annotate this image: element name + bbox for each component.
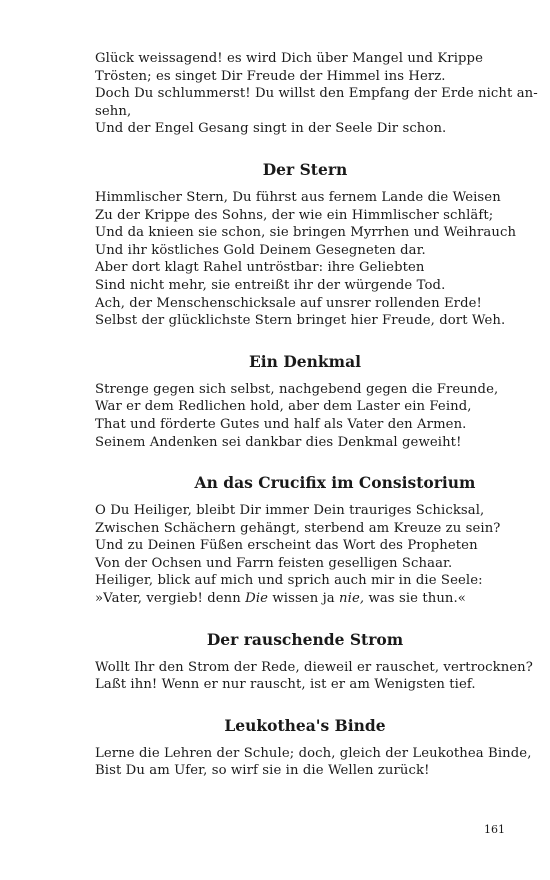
verse-line: Laßt ihn! Wenn er nur rauscht, ist er am Wenigsten tief. [95, 677, 476, 693]
verse-line: Und der Engel Gesang singt in der Seele Dir schon. [95, 121, 447, 137]
page-body [95, 50, 538, 780]
poem-title: Der rauschende Strom [206, 629, 404, 649]
verse-line: Sind nicht mehr, sie entreißt ihr der würgende Tod. [95, 277, 446, 293]
verse-line: Wollt Ihr den Strom der Rede, dieweil er rauschet, vertrocknen? [95, 659, 533, 675]
verse-segment: was sie thun.« [364, 591, 466, 607]
page-number: 161 [484, 823, 505, 836]
verse-line: Doch Du schlummerst! Du willst den Empfang der Erde nicht an- [95, 86, 538, 102]
poem-stanza [95, 502, 515, 608]
verse-emphasis: nie, [339, 591, 365, 607]
verse-line: Und da knieen sie schon, sie bringen Myrrhen und Weihrauch [95, 225, 517, 241]
poem-title: Der Stern [262, 159, 348, 179]
verse-line: Strenge gegen sich selbst, nachgebend gegen die Freunde, [95, 381, 499, 397]
verse-line: Heiliger, blick auf mich und sprich auch mir in die Seele: [95, 573, 483, 589]
poem-stanza [95, 659, 533, 694]
poem-title: Ein Denkmal [248, 351, 361, 371]
verse-line: War er dem Redlichen hold, aber dem Laster ein Feind, [95, 399, 472, 415]
verse-line: Lerne die Lehren der Schule; doch, gleich der Leukothea Binde, [95, 745, 532, 761]
poem-title: Leukothea's Binde [224, 715, 386, 735]
verse-segment: wissen ja [268, 591, 340, 607]
verse-line: Glück weissagend! es wird Dich über Mangel und Krippe [95, 51, 483, 66]
verse-line: That und förderte Gutes und half als Vater den Armen. [95, 416, 467, 432]
poem-stanza [95, 381, 515, 451]
verse-line: Zwischen Schächern gehängt, sterbend am Kreuze zu sein? [95, 520, 501, 536]
verse-line: Zu der Krippe des Sohns, der wie ein Himmlischer schläft; [95, 207, 494, 223]
verse-line: Himmlischer Stern, Du führst aus fernem Lande die Weisen [95, 189, 501, 205]
poem-stanza [95, 189, 515, 330]
verse-emphasis: Die [245, 591, 269, 607]
verse-segment: »Vater, vergieb! denn [95, 591, 246, 607]
verse-line: Und ihr köstliches Gold Deinem Gesegneten dar. [95, 242, 426, 258]
verse-line: O Du Heiliger, bleibt Dir immer Dein trauriges Schicksal, [95, 503, 485, 519]
verse-line: Von der Ochsen und Farrn feisten geselligen Schaar. [95, 555, 453, 571]
verse-line: Ach, der Menschenschicksale auf unsrer rollenden Erde! [95, 295, 482, 311]
poem-stanza [95, 745, 532, 780]
verse-line: Aber dort klagt Rahel untröstbar: ihre Geliebten [95, 260, 425, 276]
intro-stanza [95, 50, 538, 138]
verse-line: Trösten; es singet Dir Freude der Himmel ins Herz. [95, 68, 446, 84]
verse-line-last [95, 590, 515, 608]
verse-line: sehn, [95, 103, 132, 119]
poem-title: An das Crucifix im Consistorium [194, 473, 476, 493]
verse-line: Selbst der glücklichste Stern bringet hier Freude, dort Weh. [95, 313, 506, 329]
verse-line: Seinem Andenken sei dankbar dies Denkmal geweiht! [95, 434, 462, 450]
verse-line: Und zu Deinen Füßen erscheint das Wort des Propheten [95, 538, 478, 554]
verse-line: Bist Du am Ufer, so wirf sie in die Wellen zurück! [95, 763, 430, 779]
